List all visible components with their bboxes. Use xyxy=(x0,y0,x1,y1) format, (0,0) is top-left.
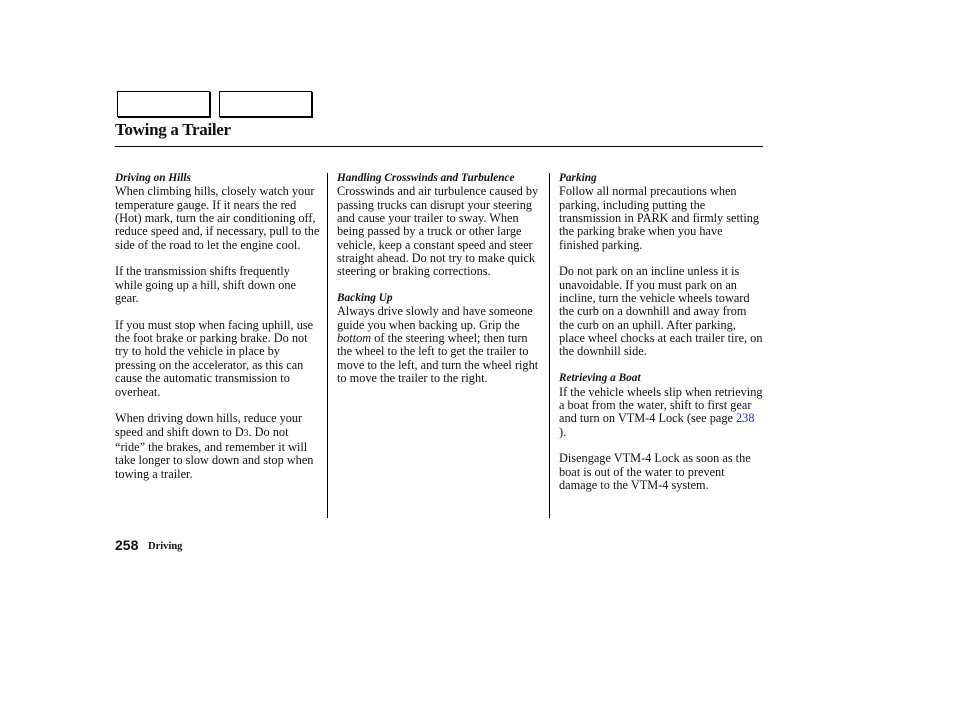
parking-paragraph-2: Do not park on an incline unless it is unavoidable. If you must park on an incline, turn the vehicle wheels toward the curb on a downhill and away from the curb on an uphill. After parking, place wheel chocks at each trailer tire, on the downhill side. xyxy=(559,264,763,359)
crosswinds-paragraph: Crosswinds and air turbulence caused by passing trucks can disrupt your steering and cause your trailer to sway. When being passed by a truck or other large vehicle, keep a constant speed and steer straight ahead. Do not try to make quick steering or braking corrections. xyxy=(337,184,539,279)
backing-paragraph xyxy=(337,305,545,385)
column-left xyxy=(115,172,320,494)
boat-paragraph-2: Disengage VTM-4 Lock as soon as the boat is out of the water to prevent damage to the VTM-4 system. xyxy=(559,451,751,492)
hills-paragraph-3: If you must stop when facing uphill, use the foot brake or parking brake. Do not try to hold the vehicle in place by pressing on the accelerator, as this can cause the automatic transmission to overheat. xyxy=(115,317,314,399)
backing-text: Always drive slowly and have someone guide you when backing up. Grip the xyxy=(337,304,533,332)
section-heading-boat: Retrieving a Boat xyxy=(559,372,641,385)
boat-text-end: ). xyxy=(559,424,567,439)
page-number: 258 xyxy=(115,537,139,553)
backing-emphasis: bottom xyxy=(337,331,372,346)
column-right xyxy=(559,172,764,506)
section-label: Driving xyxy=(148,541,183,552)
column-middle xyxy=(337,172,545,399)
page-238-link[interactable]: 238 xyxy=(736,411,755,426)
column-divider xyxy=(327,173,328,518)
hills-p4-text-end: . Do not “ride” the brakes, and remember it will take longer to slow down and stop when towing a trailer. xyxy=(115,424,314,481)
nav-next-button[interactable] xyxy=(219,91,312,117)
hills-p4-text: When driving down hills, reduce your speed and shift down to D xyxy=(115,411,303,439)
gear-d3-subscript: 3 xyxy=(243,428,249,439)
section-heading-hills: Driving on Hills xyxy=(115,172,191,184)
hills-paragraph-1: When climbing hills, closely watch your temperature gauge. If it nears the red (Hot) mark, turn the air conditioning off, reduce speed and, if necessary, pull to the side of the road to let the engine cool. xyxy=(115,184,320,252)
section-heading-crosswinds: Handling Crosswinds and Turbulence xyxy=(337,172,515,184)
section-heading-parking: Parking xyxy=(559,172,597,184)
column-divider xyxy=(549,173,550,518)
section-heading-backing: Backing Up xyxy=(337,292,393,305)
parking-paragraph-1: Follow all normal precautions when parking, including putting the transmission in PARK and firmly setting the parking brake when you have finished parking. xyxy=(559,184,760,252)
page-title: Towing a Trailer xyxy=(115,120,231,139)
backing-text-end: of the steering wheel; then turn the wheel to the left to get the trailer to move to the left, and turn the wheel right to move the trailer to the right. xyxy=(337,331,539,386)
hills-paragraph-4 xyxy=(115,412,320,481)
hills-paragraph-2: If the transmission shifts frequently while going up a hill, shift down one gear. xyxy=(115,264,297,306)
title-rule xyxy=(115,146,763,147)
boat-paragraph-1 xyxy=(559,386,764,439)
boat-text: If the vehicle wheels slip when retrieving a boat from the water, shift to first gear and turn on VTM-4 Lock (see page xyxy=(559,384,763,426)
nav-prev-button[interactable] xyxy=(117,91,210,117)
